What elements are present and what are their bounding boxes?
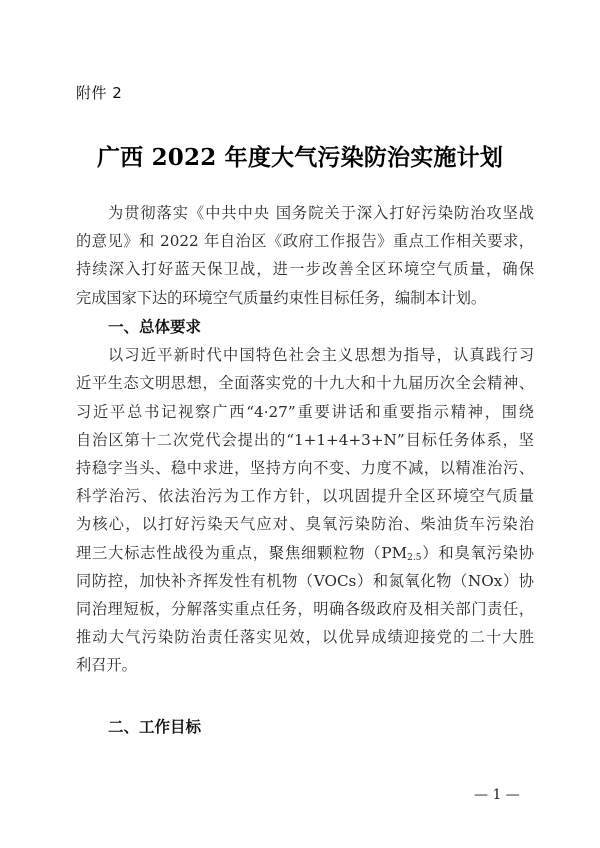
intro-paragraph xyxy=(76,199,534,312)
attachment-label: 附件 2 xyxy=(76,84,123,102)
text-line: 以习近平新时代中国特色社会主义思想为指导，认真践行习 xyxy=(108,346,534,365)
subscript: 2.5 xyxy=(407,552,422,563)
section-heading: 二、工作目标 xyxy=(108,718,202,736)
text-fragment: 理三大标志性战役为重点，聚焦细颗粒物（PM xyxy=(76,543,408,562)
text-line: 习近平总书记视察广西“4·27”重要讲话和重要指示精神，围绕 xyxy=(76,402,534,421)
text-line: 科学治污、依法治污为工作方针，以巩固提升全区环境空气质量 xyxy=(76,487,534,506)
text-line-pm25 xyxy=(76,539,534,567)
section-heading: 一、总体要求 xyxy=(108,318,202,336)
text-line: 为贯彻落实《中共中央 国务院关于深入打好污染防治攻坚战 xyxy=(108,204,534,222)
text-line: 完成国家下达的环境空气质量约束性目标任务，编制本计划。 xyxy=(76,288,487,307)
text-line: 持续深入打好蓝天保卫战，进一步改善全区环境空气质量，确保 xyxy=(76,260,534,279)
text-line: 同治理短板，分解落实重点任务，明确各级政府及相关部门责任， xyxy=(76,599,534,618)
section-general-requirements xyxy=(76,313,534,679)
text-line: 利召开。 xyxy=(76,656,137,675)
text-line: 同防控，加快补齐挥发性有机物（VOCs）和氮氧化物（NOx）协 xyxy=(76,571,534,590)
text-line: 近平生态文明思想，全面落实党的十九大和十九届历次全会精神、 xyxy=(76,374,534,393)
text-fragment: ）和臭氧污染协 xyxy=(421,543,534,562)
text-line: 推动大气污染防治责任落实见效，以优异成绩迎接党的二十大胜 xyxy=(76,628,534,647)
text-line: 持稳字当头、稳中求进，坚持方向不变、力度不减，以精准治污、 xyxy=(76,458,534,477)
page-number: — 1 — xyxy=(474,787,520,803)
text-line: 为核心，以打好污染天气应对、臭氧污染防治、柴油货车污染治 xyxy=(76,515,534,534)
text-line: 的意见》和 2022 年自治区《政府工作报告》重点工作相关要求， xyxy=(76,232,534,251)
text-line: 自治区第十二次党代会提出的“1+1+4+3+N”目标任务体系，坚 xyxy=(76,430,534,449)
document-title: 广西 2022 年度大气污染防治实施计划 xyxy=(96,144,504,171)
section-work-goals xyxy=(76,713,534,741)
